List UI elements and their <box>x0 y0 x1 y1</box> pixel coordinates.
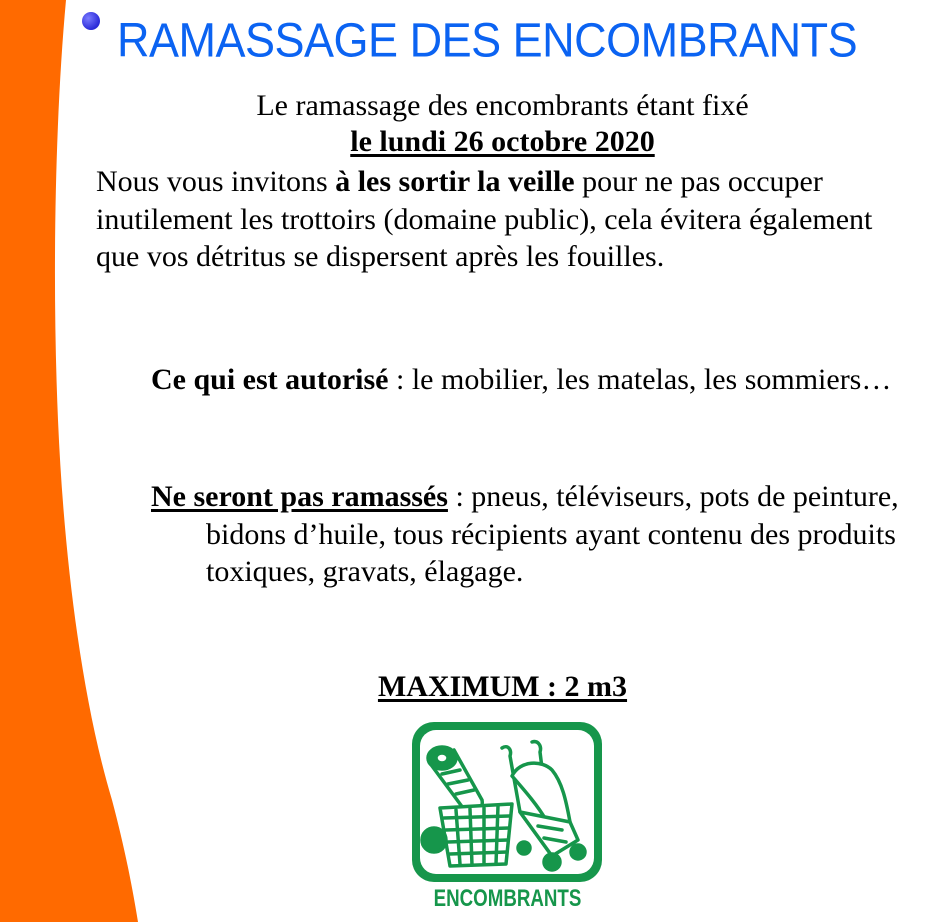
not-collected-items: Ne seront pas ramassés : pneus, téléviseurs, pots de peinture, bidons d’huile, tous récipients ayant contenu des produits toxiques, gravats, élagage. <box>151 480 899 588</box>
maximum-volume: MAXIMUM : 2 m3 <box>377 670 628 703</box>
not-collected-list: pneus, téléviseurs, pots de peinture, bidons d’huile, tous récipients ayant contenu des produits toxiques, gravats, élagage. <box>206 480 899 588</box>
collection-date: le lundi 26 octobre 2020 <box>350 125 655 158</box>
not-collected-label: Ne seront pas ramassés <box>151 480 448 513</box>
blue-bullet-icon <box>82 12 100 30</box>
logo-caption: ENCOMBRANTS <box>433 885 582 912</box>
instruction-paragraph: Nous vous invitons à les sortir la veille pour ne pas occuper inutilement les trottoirs (domaine public), cela évitera également que vos détritus se dispersent après les fouilles. <box>96 165 873 273</box>
allowed-list: le mobilier, les matelas, les sommiers… <box>411 363 892 396</box>
instruction-emphasis: à les sortir la veille <box>335 165 575 198</box>
intro-line: Le ramassage des encombrants étant fixé <box>256 89 749 122</box>
allowed-label: Ce qui est autorisé <box>151 363 389 396</box>
allowed-items: Ce qui est autorisé : le mobilier, les matelas, les sommiers… <box>151 363 892 396</box>
bulky-waste-logo <box>412 722 602 882</box>
page-title: RAMASSAGE DES ENCOMBRANTS <box>117 12 858 68</box>
bulky-waste-icon <box>420 730 594 874</box>
